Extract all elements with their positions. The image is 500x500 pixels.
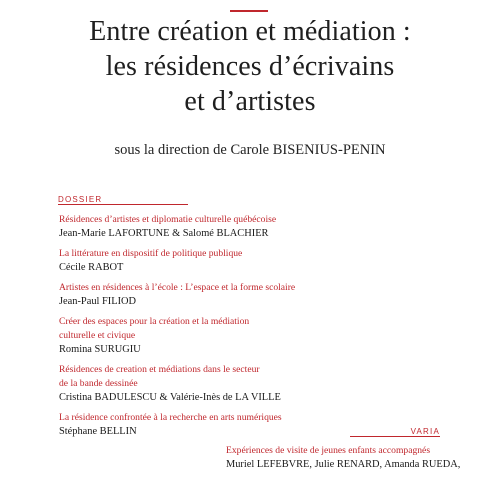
article-title <box>59 281 479 295</box>
article-authors: Cécile RABOT <box>59 262 124 273</box>
editor-subtitle: sous la direction de Carole BISENIUS-PENIN <box>114 142 386 158</box>
article-title-line: de la bande dessinée <box>59 378 138 389</box>
issue-title-line: et d’artistes <box>184 86 316 117</box>
toc-entry[interactable] <box>59 213 479 240</box>
article-title-line: culturelle et civique <box>59 330 136 341</box>
toc-entry[interactable] <box>59 315 479 356</box>
article-title <box>59 213 479 227</box>
article-authors: Jean-Paul FILIOD <box>59 296 137 307</box>
varia-entry[interactable] <box>226 444 496 471</box>
toc-entry[interactable] <box>59 247 479 274</box>
dossier-rule <box>58 204 188 205</box>
varia-article-title: Expériences de visite de jeunes enfants accompagnés <box>226 445 431 456</box>
toc-entry[interactable] <box>59 363 479 404</box>
article-title <box>59 411 479 425</box>
issue-title-line: les résidences d’écrivains <box>105 51 395 82</box>
dossier-table-of-contents <box>59 213 479 445</box>
dossier-section-label: DOSSIER <box>58 195 103 204</box>
varia-section-label: VARIA <box>410 427 440 436</box>
article-title-line: Créer des espaces pour la création et la médiation <box>59 316 250 327</box>
issue-title <box>0 14 500 119</box>
article-authors: Jean-Marie LAFORTUNE & Salomé BLACHIER <box>59 228 269 239</box>
article-title <box>59 363 479 391</box>
article-title-line: Résidences d’artistes et diplomatie culturelle québécoise <box>59 214 277 225</box>
issue-title-line: Entre création et médiation : <box>89 16 411 47</box>
article-title <box>59 315 479 343</box>
article-title-line: Résidences de creation et médiations dans le secteur <box>59 364 260 375</box>
article-authors: Romina SURUGIU <box>59 344 141 355</box>
toc-entry[interactable] <box>59 281 479 308</box>
article-title-line: La littérature en dispositif de politique publique <box>59 248 243 259</box>
varia-rule <box>350 436 440 437</box>
top-accent-rule <box>230 10 268 12</box>
article-title-line: La résidence confrontée à la recherche en arts numériques <box>59 412 282 423</box>
article-title-line: Artistes en résidences à l’école : L’espace et la forme scolaire <box>59 282 296 293</box>
varia-article-authors: Muriel LEFEBVRE, Julie RENARD, Amanda RUEDA, <box>226 459 461 470</box>
article-authors: Cristina BADULESCU & Valérie-Inès de LA VILLE <box>59 392 281 403</box>
article-title <box>59 247 479 261</box>
article-authors: Stéphane BELLIN <box>59 426 137 437</box>
